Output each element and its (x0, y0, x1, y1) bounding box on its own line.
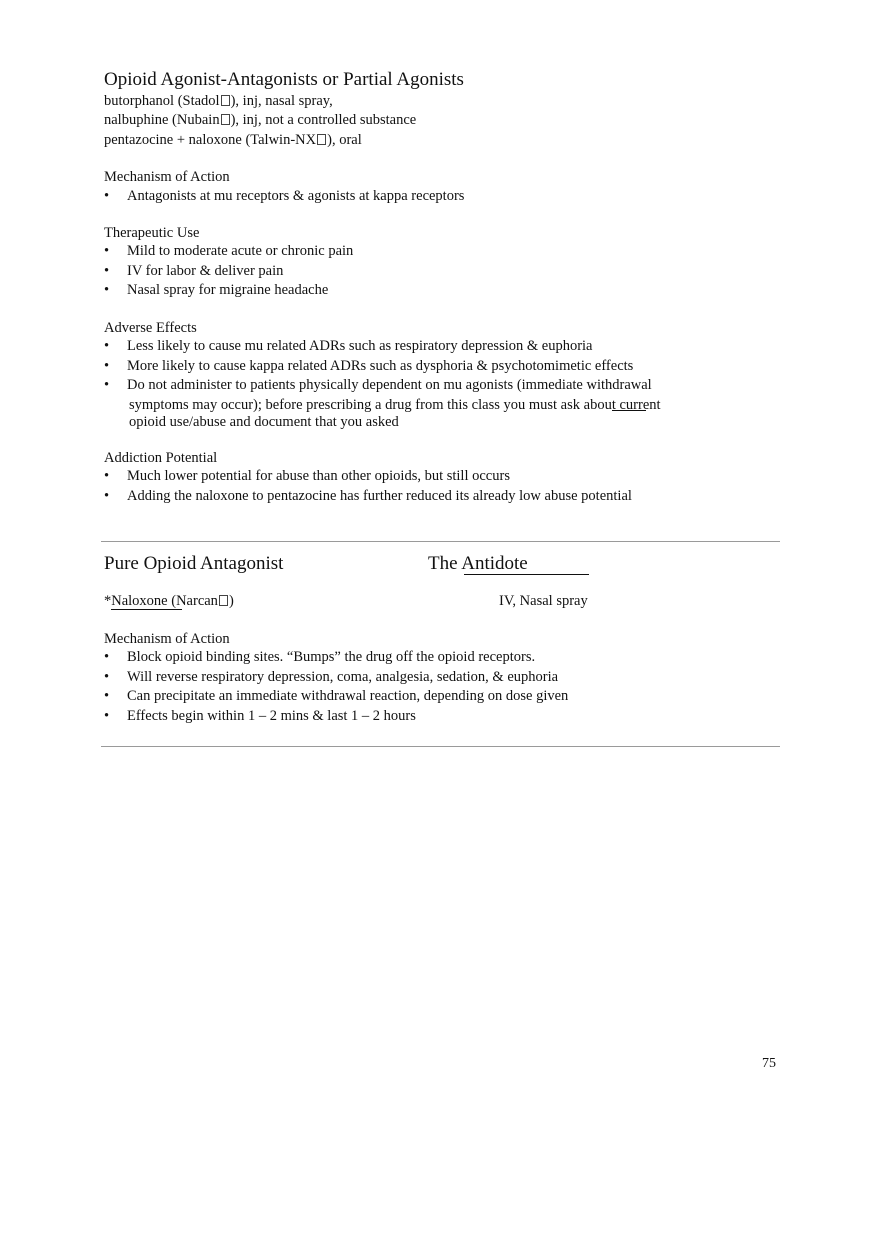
ask-underline (612, 410, 646, 411)
section-divider (101, 746, 780, 747)
antidote-underline (464, 574, 589, 575)
therapeutic-use-list (104, 242, 353, 301)
drug-line-nalbuphine: nalbuphine (Nubain ), inj, not a controlled substance (104, 112, 417, 128)
antagonist-moa-heading: Mechanism of Action (104, 631, 230, 647)
naloxone-drug-line: *Naloxone (Narcan ) (104, 593, 234, 609)
registered-symbol-icon (221, 95, 230, 106)
list-item: • IV for labor & deliver pain (104, 262, 353, 282)
therapeutic-use-heading: Therapeutic Use (104, 225, 200, 241)
adverse-continuation-line-2: opioid use/abuse and document that you asked (129, 414, 399, 430)
naloxone-route: IV, Nasal spray (499, 593, 588, 609)
list-item: • Can precipitate an immediate withdrawal reaction, depending on dose given (104, 687, 568, 707)
antagonist-moa-list (104, 648, 568, 726)
drug-line-butorphanol: butorphanol (Stadol ), inj, nasal spray, (104, 93, 333, 109)
naloxone-underline (111, 609, 182, 610)
adverse-effects-heading: Adverse Effects (104, 320, 197, 336)
drug-line-pentazocine: pentazocine + naloxone (Talwin-NX ), oral (104, 132, 362, 148)
list-item: • Mild to moderate acute or chronic pain (104, 242, 353, 262)
registered-symbol-icon (317, 134, 326, 145)
adverse-effects-list (104, 337, 652, 396)
list-item: • More likely to cause kappa related ADRs such as dysphoria & psychotomimetic effects (104, 357, 652, 377)
moa-list (104, 187, 464, 207)
list-item: • Effects begin within 1 – 2 mins & last 1 – 2 hours (104, 707, 568, 727)
list-item: • Will reverse respiratory depression, coma, analgesia, sedation, & euphoria (104, 668, 568, 688)
list-item: • Less likely to cause mu related ADRs such as respiratory depression & euphoria (104, 337, 652, 357)
list-item: • Adding the naloxone to pentazocine has further reduced its already low abuse potential (104, 487, 632, 507)
list-item: • Nasal spray for migraine headache (104, 281, 353, 301)
addiction-potential-heading: Addiction Potential (104, 450, 218, 466)
addiction-potential-list (104, 467, 632, 506)
list-item: • Much lower potential for abuse than other opioids, but still occurs (104, 467, 632, 487)
list-item: • Do not administer to patients physically dependent on mu agonists (immediate withdrawal (104, 376, 652, 396)
section-divider (101, 541, 780, 542)
registered-symbol-icon (219, 595, 228, 606)
section-title-agonist-antagonists: Opioid Agonist-Antagonists or Partial Agonists (104, 69, 464, 90)
page-number: 75 (762, 1056, 776, 1071)
adverse-continuation-line-1: symptoms may occur); before prescribing a drug from this class you must ask about current (129, 397, 661, 413)
list-item: • Antagonists at mu receptors & agonists at kappa receptors (104, 187, 464, 207)
section-title-pure-antagonist: Pure Opioid Antagonist (104, 553, 284, 574)
moa-heading: Mechanism of Action (104, 169, 230, 185)
registered-symbol-icon (221, 114, 230, 125)
antidote-subtitle: The Antidote (428, 553, 528, 574)
list-item: • Block opioid binding sites. “Bumps” the drug off the opioid receptors. (104, 648, 568, 668)
